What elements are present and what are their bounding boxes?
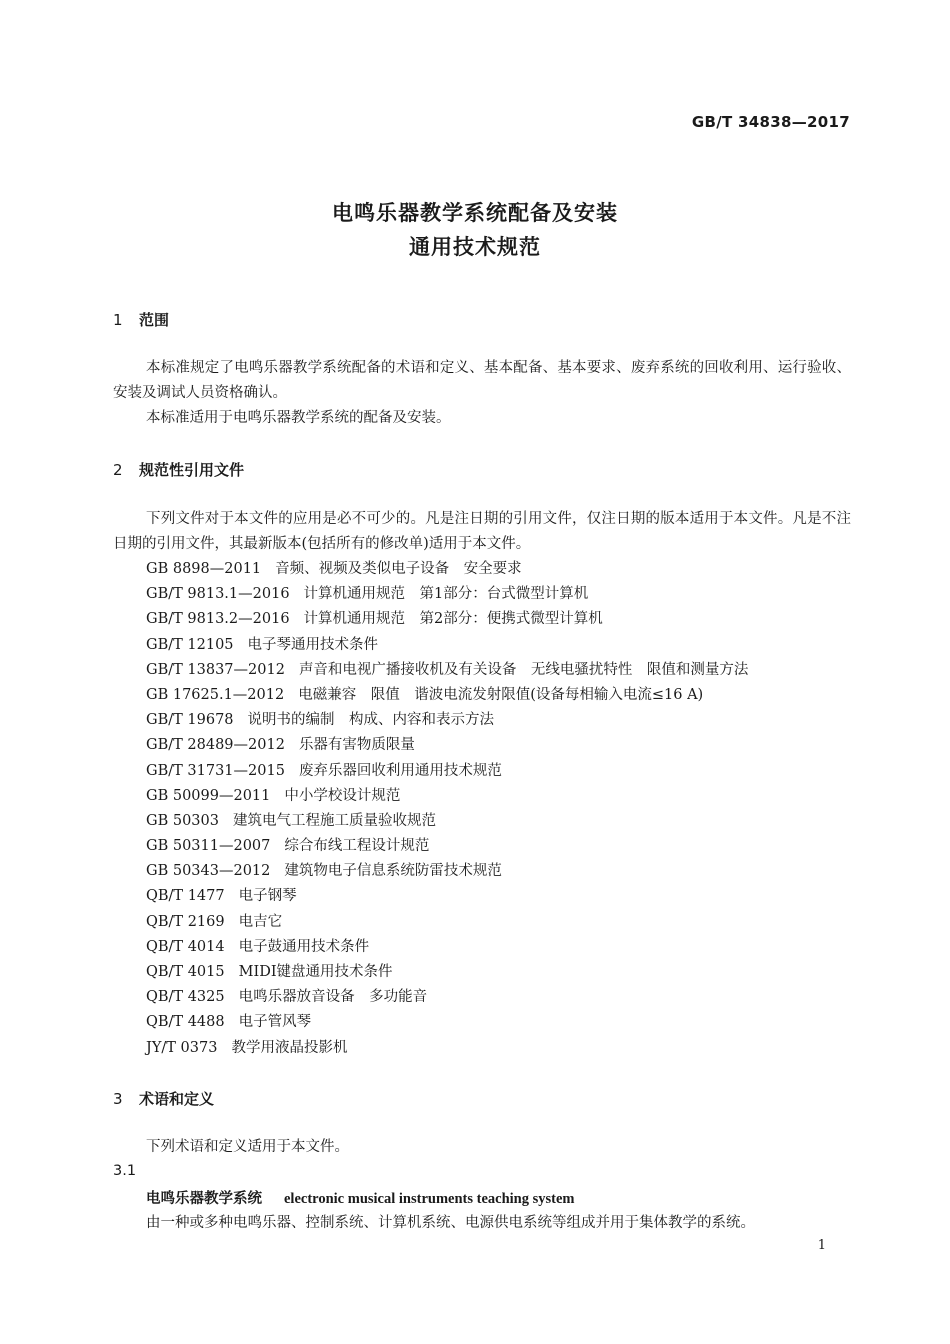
reference-title: MIDI键盘通用技术条件 — [238, 964, 393, 980]
reference-item — [146, 1010, 748, 1035]
reference-item — [146, 582, 748, 607]
reference-code: QB/T 2169 — [146, 913, 225, 930]
term-entry — [146, 1187, 575, 1208]
reference-title: 说明书的编制 构成、内容和表示方法 — [247, 712, 495, 729]
reference-title: 乐器有害物质限量 — [298, 737, 415, 754]
reference-code: GB/T 9813.2—2016 — [146, 611, 290, 628]
reference-title: 音频、视频及类似电子设备 安全要求 — [275, 561, 522, 577]
reference-item — [146, 809, 748, 834]
reference-item — [146, 985, 748, 1010]
reference-title: 电子钢琴 — [238, 888, 297, 905]
reference-code: GB/T 12105 — [146, 636, 234, 653]
section-heading-terms — [113, 1088, 214, 1109]
reference-title: 废弃乐器回收利用通用技术规范 — [298, 762, 502, 779]
reference-code: QB/T 4325 — [146, 989, 225, 1006]
reference-code: GB/T 13837—2012 — [146, 661, 285, 678]
reference-code: GB 17625.1—2012 — [146, 686, 285, 703]
reference-title: 声音和电视广播接收机及有关设备 无线电骚扰特性 限值和测量方法 — [298, 661, 749, 678]
reference-item — [146, 683, 748, 708]
reference-item — [146, 834, 748, 859]
reference-title: 中小学校设计规范 — [284, 787, 401, 804]
reference-item — [146, 784, 748, 809]
reference-title: 建筑物电子信息系统防雷技术规范 — [284, 863, 502, 880]
references-intro: 下列文件对于本文件的应用是必不可少的。凡是注日期的引用文件，仅注日期的版本适用于本文件。凡是不注日期的引用文件，其最新版本(包括所有的修改单)适用于本文件。 — [113, 511, 851, 552]
reference-title: 电子管风琴 — [238, 1014, 312, 1031]
reference-list — [146, 557, 748, 1061]
term-definition: 由一种或多种电鸣乐器、控制系统、计算机系统、电源供电系统等组成并用于集体教学的系统。 — [146, 1215, 755, 1231]
section-heading-scope — [113, 309, 169, 330]
reference-code: JY/T 0373 — [146, 1039, 218, 1056]
reference-title: 电磁兼容 限值 谐波电流发射限值(设备每相输入电流≤16 A) — [298, 686, 704, 703]
scope-paragraph-1: 本标准规定了电鸣乐器教学系统配备的术语和定义、基本配备、基本要求、废弃系统的回收利用、运行验收、安装及调试人员资格确认。 — [113, 360, 851, 401]
reference-item — [146, 960, 748, 985]
reference-title: 电子琴通用技术条件 — [247, 636, 379, 653]
reference-item — [146, 708, 748, 733]
reference-code: QB/T 4488 — [146, 1014, 225, 1031]
document-title-line1: 电鸣乐器教学系统配备及安装 — [332, 201, 618, 225]
reference-code: GB 50311—2007 — [146, 838, 271, 855]
reference-code: GB 50343—2012 — [146, 863, 271, 880]
section-title: 规范性引用文件 — [139, 461, 245, 479]
terms-intro: 下列术语和定义适用于本文件。 — [146, 1139, 349, 1155]
section-number: 3 — [113, 1090, 123, 1108]
standard-code: GB/T 34838—2017 — [691, 113, 850, 131]
reference-code: GB/T 9813.1—2016 — [146, 586, 290, 603]
reference-code: GB/T 31731—2015 — [146, 762, 285, 779]
reference-code: GB 50303 — [146, 812, 219, 829]
reference-title: 电吉它 — [238, 913, 283, 930]
reference-item — [146, 607, 748, 632]
reference-item — [146, 658, 748, 683]
reference-code: QB/T 4014 — [146, 938, 225, 955]
reference-code: QB/T 4015 — [146, 964, 225, 980]
reference-item — [146, 633, 748, 658]
reference-code: GB 8898—2011 — [146, 561, 262, 577]
document-title-line2: 通用技术规范 — [409, 235, 541, 259]
reference-title: 计算机通用规范 第2部分：便携式微型计算机 — [303, 611, 603, 628]
reference-code: GB/T 19678 — [146, 712, 234, 729]
section-title: 术语和定义 — [139, 1090, 215, 1108]
reference-code: GB/T 28489—2012 — [146, 737, 285, 754]
reference-item — [146, 935, 748, 960]
term-english: electronic musical instruments teaching system — [284, 1191, 575, 1207]
reference-title: 电子鼓通用技术条件 — [238, 938, 370, 955]
reference-item — [146, 1036, 748, 1061]
reference-code: GB 50099—2011 — [146, 787, 271, 804]
reference-item — [146, 859, 748, 884]
reference-title: 综合布线工程设计规范 — [284, 838, 430, 855]
reference-title: 建筑电气工程施工质量验收规范 — [232, 812, 436, 829]
term-number: 3.1 — [113, 1163, 137, 1179]
reference-title: 电鸣乐器放音设备 多功能音 — [238, 989, 428, 1006]
page-number: 1 — [817, 1238, 826, 1253]
reference-title: 计算机通用规范 第1部分：台式微型计算机 — [303, 586, 589, 603]
reference-item — [146, 557, 748, 582]
reference-item — [146, 884, 748, 909]
section-title: 范围 — [139, 311, 170, 329]
reference-item — [146, 759, 748, 784]
reference-code: QB/T 1477 — [146, 888, 225, 905]
reference-item — [146, 910, 748, 935]
scope-paragraph-2: 本标准适用于电鸣乐器教学系统的配备及安装。 — [146, 410, 451, 426]
term-chinese: 电鸣乐器教学系统 — [146, 1191, 262, 1207]
reference-title: 教学用液晶投影机 — [231, 1039, 348, 1056]
section-number: 1 — [113, 311, 123, 329]
reference-item — [146, 733, 748, 758]
section-heading-normative-references — [113, 459, 244, 480]
section-number: 2 — [113, 461, 123, 479]
